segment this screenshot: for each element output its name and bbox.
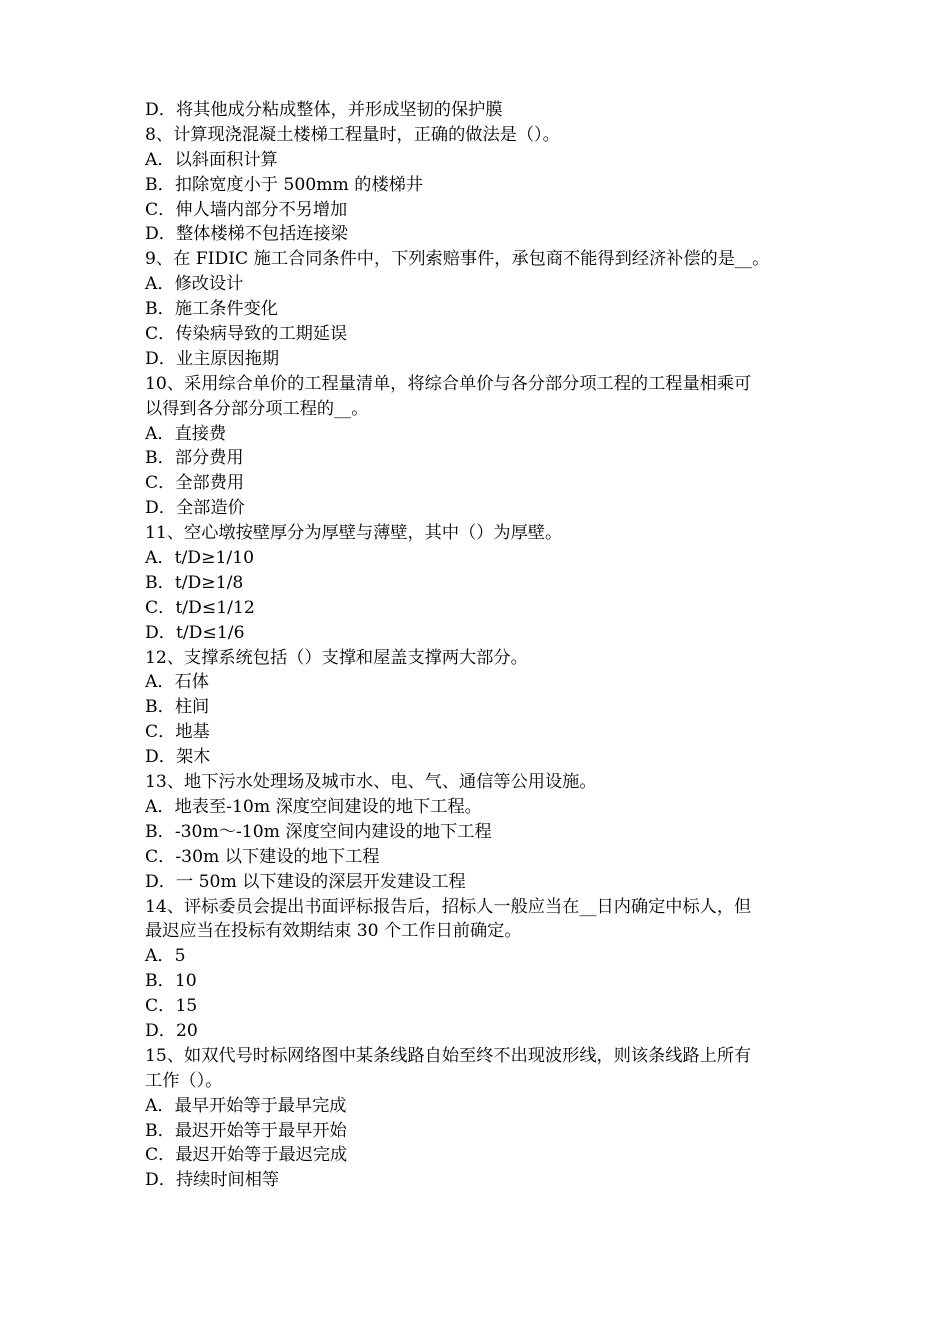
question-13-option-d: D．一 50m 以下建设的深层开发建设工程 (145, 871, 466, 892)
question-8-option-c: C．伸人墙内部分不另增加 (145, 199, 348, 220)
question-14-option-c: C．15 (145, 996, 198, 1017)
question-13-option-a: A．地表至-10m 深度空间建设的地下工程。 (145, 796, 482, 817)
question-15-text-line-2: 工作（）。 (145, 1070, 223, 1091)
question-14-text-line-1: 14、评标委员会提出书面评标报告后，招标人一般应当在__日内确定中标人，但 (145, 896, 752, 917)
question-13-text: 13、地下污水处理场及城市水、电、气、通信等公用设施。 (145, 772, 597, 793)
question-15-option-d: D．持续时间相等 (145, 1170, 280, 1191)
question-12-text: 12、支撑系统包括（）支撑和屋盖支撑两大部分。 (145, 647, 528, 668)
question-10-option-d: D．全部造价 (145, 498, 245, 519)
question-12-option-b: B．柱间 (145, 697, 210, 718)
question-13-option-c: C．-30m 以下建设的地下工程 (145, 846, 380, 867)
question-13-option-b: B．-30m～-10m 深度空间内建设的地下工程 (145, 821, 492, 842)
question-11-option-a: A．t/D≥1/10 (145, 548, 255, 569)
question-9-option-b: B．施工条件变化 (145, 299, 278, 320)
question-10-option-c: C．全部费用 (145, 473, 245, 494)
question-11-text: 11、空心墩按壁厚分为厚壁与薄壁，其中（）为厚壁。 (145, 523, 563, 544)
question-14-option-b: B．10 (145, 971, 197, 992)
question-11-option-b: B．t/D≥1/8 (145, 572, 244, 593)
question-8-text: 8、计算现浇混凝土楼梯工程量时，正确的做法是（）。 (145, 124, 560, 145)
question-11-option-d: D．t/D≤1/6 (145, 622, 245, 643)
option-d-text: D．将其他成分粘成整体，并形成坚韧的保护膜 (145, 100, 503, 120)
question-12-option-d: D．架木 (145, 747, 211, 768)
question-10-option-a: A．直接费 (145, 423, 227, 444)
question-9-option-c: C．传染病导致的工期延误 (145, 324, 348, 345)
question-8-option-d: D．整体楼梯不包括连接梁 (145, 224, 348, 245)
question-8-option-a: A．以斜面积计算 (145, 149, 278, 170)
question-10-text-line-2: 以得到各分部分项工程的__。 (145, 398, 369, 419)
question-15-option-b: B．最迟开始等于最早开始 (145, 1120, 347, 1141)
question-14-option-a: A．5 (145, 946, 186, 967)
question-11-option-c: C．t/D≤1/12 (145, 597, 255, 618)
question-12-option-a: A．石体 (145, 672, 209, 693)
question-9-option-a: A．修改设计 (145, 274, 244, 295)
document-page (145, 98, 815, 1193)
question-10-option-b: B．部分费用 (145, 448, 244, 469)
question-14-text-line-2: 最迟应当在投标有效期结束 30 个工作日前确定。 (145, 921, 522, 942)
question-10-text-line-1: 10、采用综合单价的工程量清单，将综合单价与各分部分项工程的工程量相乘可 (145, 373, 752, 394)
question-8-option-b: B．扣除宽度小于 500mm 的楼梯井 (145, 174, 424, 195)
question-14-option-d: D．20 (145, 1020, 198, 1041)
question-15-option-c: C．最迟开始等于最迟完成 (145, 1145, 348, 1166)
question-15-option-a: A．最早开始等于最早完成 (145, 1095, 347, 1116)
question-9-option-d: D．业主原因拖期 (145, 348, 280, 369)
question-9-text: 9、在 FIDIC 施工合同条件中，下列索赔事件，承包商不能得到经济补偿的是__。 (145, 249, 770, 270)
question-15-text-line-1: 15、如双代号时标网络图中某条线路自始至终不出现波形线，则该条线路上所有 (145, 1045, 752, 1066)
question-12-option-c: C．地基 (145, 722, 210, 743)
